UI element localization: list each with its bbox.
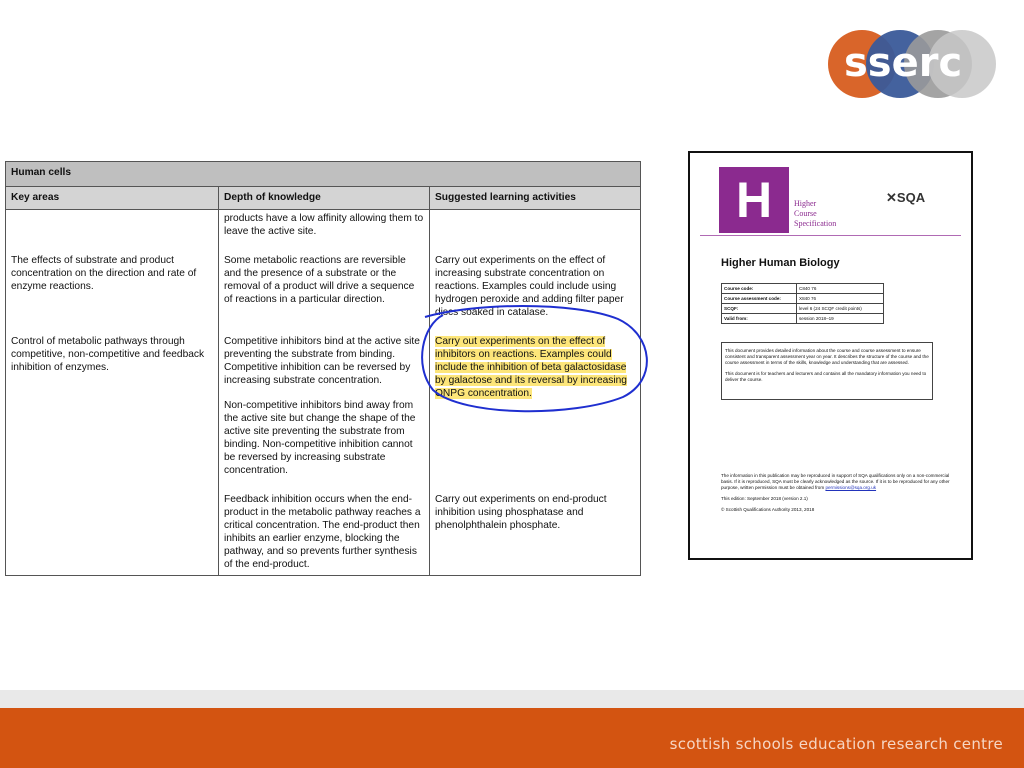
document-title: Higher Human Biology [721, 257, 840, 269]
footer-band [0, 708, 1024, 768]
activity-cell: Carry out experiments on end-product inhibition using phosphatase and phenolphthalein phosphate. [430, 491, 641, 576]
higher-logo: H [719, 167, 789, 233]
depth-paragraph: Competitive inhibitors bind at the active site preventing the substrate from binding. Competitive inhibition can be reversed by increasing substrate concentration. [224, 336, 420, 386]
key-area-cell [6, 210, 219, 253]
document-footer: The information in this publication may be reproduced in support of SQA qualifications only on a non-commercial basis. If it is reproduced, SQA must be clearly acknowledged as the source. If it is to be reproduced for any other purpose, written permission must be obtained from permissions@sqa.org.uk This edition: September 2018 (version 2.1) © Scottish Qualifications Authority 2013, 2018 [721, 473, 950, 512]
divider [700, 235, 961, 236]
activity-cell [430, 333, 641, 491]
depth-paragraph: products have a low affinity allowing them to leave the active site. [224, 213, 424, 237]
table-row [6, 252, 641, 333]
key-area-cell [6, 491, 219, 576]
table-row: Valid from: session 2018–19 [722, 314, 884, 324]
activity-cell [430, 210, 641, 253]
sqa-logo: ✕SQA [886, 190, 926, 205]
human-cells-table [5, 161, 641, 576]
table-row [6, 210, 641, 253]
footer-grey-band [0, 690, 1024, 708]
column-header-key-areas: Key areas [6, 187, 219, 210]
depth-cell [219, 333, 430, 491]
table-row: Course code: C840 76 [722, 284, 884, 294]
higher-course-spec-label: Higher Course Specification [794, 199, 837, 228]
logo-text: sserc [844, 40, 963, 86]
column-header-depth-of-knowledge: Depth of knowledge [219, 187, 430, 210]
table-row [6, 333, 641, 491]
key-area-cell: Control of metabolic pathways through competitive, non-competitive and feedback inhibition of enzymes. [6, 333, 219, 491]
depth-cell [219, 210, 430, 253]
table-row: SCQF: level 6 (24 SCQF credit points) [722, 304, 884, 314]
column-header-suggested-activities: Suggested learning activities [430, 187, 641, 210]
course-specification-thumbnail [688, 151, 973, 560]
depth-paragraph: Feedback inhibition occurs when the end-product in the metabolic pathway reaches a critical concentration. The end-product then inhibits an earlier enzyme, blocking the pathway, and so prevents further synthesis of the end-product. [224, 494, 421, 570]
key-area-cell: The effects of substrate and product concentration on the direction and rate of enzyme reactions. [6, 252, 219, 333]
depth-cell [219, 491, 430, 576]
depth-paragraph: Some metabolic reactions are reversible and the presence of a substrate or the removal of a product will drive a sequence of reactions in a particular direction. [224, 255, 415, 305]
depth-paragraph: Non-competitive inhibitors bind away from the active site but change the shape of the active site preventing the substrate from binding. Non-competitive inhibition cannot be reversed by increasing substrate concentration. [224, 400, 416, 476]
footer-text: scottish schools education research centre [669, 735, 1003, 753]
activity-paragraph: Carry out experiments on the effect of increasing substrate concentration on reactions. Examples could include using hydrogen peroxide and adding filter paper discs soaked in catalase. [435, 255, 624, 318]
depth-cell [219, 252, 430, 333]
table-row: Course assessment code: X840 76 [722, 294, 884, 304]
table-row [6, 491, 641, 576]
activity-cell [430, 252, 641, 333]
highlighted-activity: Carry out experiments on the effect of inhibitors on reactions. Examples could include the inhibition of beta galactosidase by galactose and its reversal by increasing ONPG concentration. [435, 336, 627, 399]
table-title: Human cells [6, 162, 641, 187]
course-codes-table [721, 283, 884, 324]
permissions-link[interactable]: permissions@sqa.org.uk [825, 485, 877, 490]
document-description: This document provides detailed information about the course and course assessment to ensure consistent and transparent assessment year on year. It describes the structure of the course and the course assessment in terms of the skills, knowledge and understanding that are assessed. This document is for teachers and lecturers and contains all the mandatory information you need to deliver the course. [721, 342, 933, 400]
sserc-logo [828, 30, 1000, 98]
